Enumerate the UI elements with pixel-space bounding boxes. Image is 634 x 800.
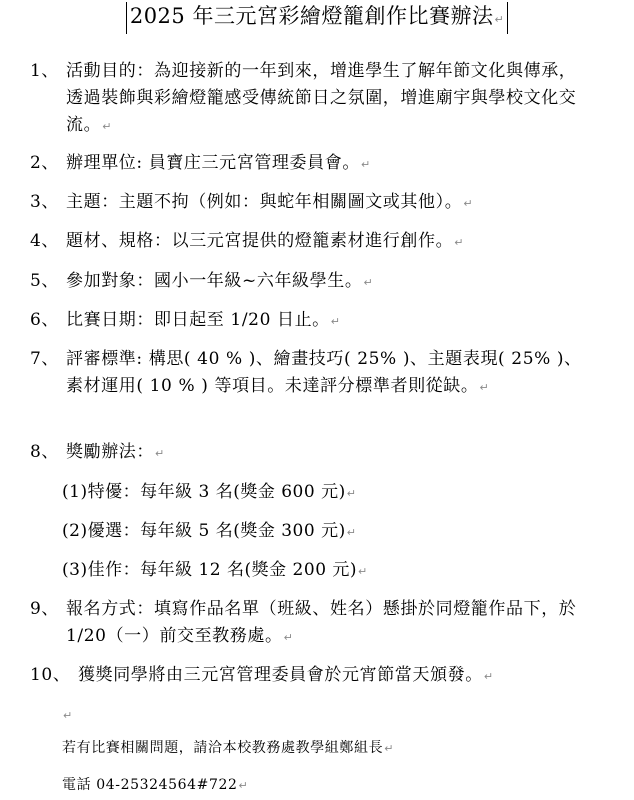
paragraph-mark-icon: ↵ <box>330 315 341 328</box>
item-text: 參加對象：國小一年級~六年級學生。↵ <box>66 271 374 291</box>
paragraph-mark-icon: ↵ <box>360 158 371 171</box>
paragraph-mark-icon: ↵ <box>346 526 357 539</box>
list-item-7 <box>30 346 590 401</box>
paragraph-mark-icon: ↵ <box>483 670 494 683</box>
document-title-text: 2025 年三元宮彩繪燈籠創作比賽辦法 <box>129 4 494 28</box>
list-item-2 <box>30 150 590 178</box>
paragraph-mark-icon: ↵ <box>346 487 357 500</box>
item-text: 活動目的：為迎接新的一年到來，增進學生了解年節文化與傳承，透過裝飾與彩繪燈籠感受傳統節日之氛圍，增進廟宇與學校文化交流。↵ <box>66 61 577 135</box>
item-number: 6、 <box>30 310 60 330</box>
list-item-4 <box>30 228 590 256</box>
list-item-6 <box>30 307 590 335</box>
item-text: 評審標準: 構思( 40 % )、繪畫技巧( 25% )、主題表現( 25% )、素材運用( 10 % ) 等項目。未達評分標準者則從缺。↵ <box>66 349 582 396</box>
list-item-1 <box>30 58 590 140</box>
empty-paragraph <box>62 708 72 724</box>
item-text: 獲獎同學將由三元宮管理委員會於元宵節當天頒發。↵ <box>78 665 494 685</box>
award-subitem-1: (1)特優：每年級 3 名(獎金 600 元)↵ <box>62 482 357 502</box>
item-text: 報名方式：填寫作品名單（班級、姓名）懸掛於同燈籠作品下，於 1/20（一）前交至教務處。↵ <box>66 599 577 646</box>
list-item-5 <box>30 268 590 296</box>
item-number: 4、 <box>30 231 60 251</box>
item-number: 5、 <box>30 271 60 291</box>
item-text: 主題：主題不拘（例如：與蛇年相關圖文或其他）。↵ <box>66 192 474 212</box>
paragraph-mark-icon: ↵ <box>463 197 474 210</box>
item-number: 2、 <box>30 153 60 173</box>
item-number: 9、 <box>30 599 60 619</box>
list-item-8 <box>30 439 590 467</box>
item-number: 8、 <box>30 442 60 462</box>
paragraph-mark-icon: ↵ <box>479 381 490 394</box>
contact-note: 若有比賽相關問題，請洽本校教務處教學組鄭組長↵ <box>62 740 395 756</box>
paragraph-mark-icon: ↵ <box>494 13 505 26</box>
paragraph-mark-icon: ↵ <box>384 742 395 755</box>
award-subitem-3: (3)佳作：每年級 12 名(獎金 200 元)↵ <box>62 560 368 580</box>
paragraph-mark-icon: ↵ <box>363 276 374 289</box>
item-number: 7、 <box>30 349 60 369</box>
item-text: 辦理單位: 員寶庄三元宮管理委員會。↵ <box>66 153 371 173</box>
document-title <box>126 2 508 34</box>
paragraph-mark-icon: ↵ <box>102 120 113 133</box>
item-text: 題材、規格：以三元宮提供的燈籠素材進行創作。↵ <box>66 231 465 251</box>
list-item-3 <box>30 189 590 217</box>
paragraph-mark-icon: ↵ <box>454 236 465 249</box>
paragraph-mark-icon: ↵ <box>358 565 368 578</box>
contact-phone: 電話 04-25324564#722↵ <box>62 777 249 793</box>
paragraph-mark-icon: ↵ <box>155 447 165 460</box>
item-number: 1、 <box>30 61 60 81</box>
item-text: 比賽日期：即日起至 1/20 日止。↵ <box>66 310 341 330</box>
paragraph-mark-icon: ↵ <box>238 779 249 792</box>
list-item-9 <box>30 596 590 651</box>
paragraph-mark-icon: ↵ <box>63 709 73 722</box>
item-text: 獎勵辦法：↵ <box>66 442 165 462</box>
item-number: 10、 <box>30 665 71 685</box>
title-container <box>0 2 634 34</box>
award-subitem-2: (2)優選：每年級 5 名(獎金 300 元)↵ <box>62 521 357 541</box>
item-number: 3、 <box>30 192 60 212</box>
paragraph-mark-icon: ↵ <box>283 631 294 644</box>
list-item-10 <box>30 662 590 690</box>
